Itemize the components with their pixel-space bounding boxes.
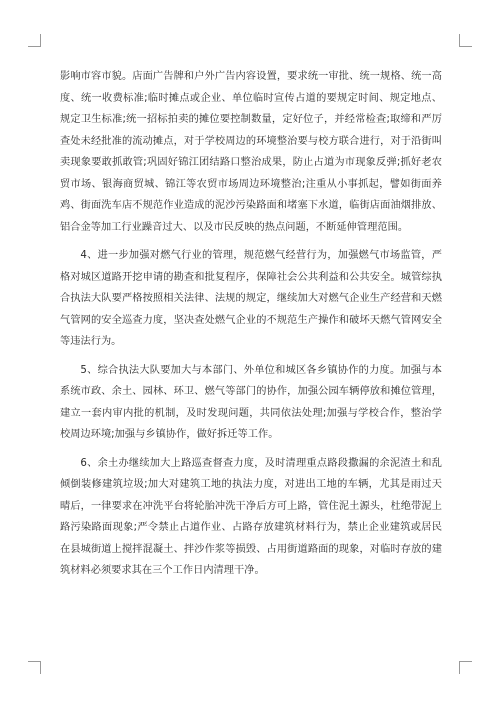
crop-mark-bottom-right bbox=[459, 661, 472, 674]
crop-mark-top-right bbox=[459, 34, 472, 47]
paragraph-earthwork-inspection: 6、余土办继续加大上路巡查督查力度，及时清理重点路段撒漏的余泥渣土和乱倾倒装修建筑垃圾;加大对建筑工地的执法力度，对进出工地的车辆，尤其是雨过天晴后，一律要求在冲洗平台将轮胎冲洗干净后方可上路，管住泥土源头，杜绝带泥上路污染路面现象;严令禁止占道作业、占路存放建筑材料行为，禁止企业建筑或居民在县城街道上搅拌混凝土、拌沙作浆等损毁、占用街道路面的现象，对临时存放的建筑材料必须要求其在三个工作日内清理干净。 bbox=[60, 457, 442, 576]
crop-mark-bottom-left bbox=[28, 661, 41, 674]
crop-mark-top-left bbox=[28, 34, 41, 47]
paragraph-enforcement-cooperation: 5、综合执法大队要加大与本部门、外单位和城区各乡镇协作的力度。加强与本系统市政、余土、园林、环卫、燃气等部门的协作，加强公园车辆停放和摊位管理，建立一套内审内批的机制，及时发现问题，共同依法处理;加强与学校合作，整治学校周边环境;加强与乡镇协作，做好拆迁等工作。 bbox=[60, 364, 442, 440]
paragraph-gas-management: 4、进一步加强对燃气行业的管理，规范燃气经营行为，加强燃气市场监管，严格对城区道路开挖申请的勘查和批复程序，保障社会公共利益和公共安全。城管综执合执法大队要严格按照相关法律、法规的规定，继续加大对燃气企业生产经营和天燃气管网的安全巡查力度，坚决查处燃气企业的不规范生产操作和破坏天燃气管网安全等违法行为。 bbox=[60, 250, 442, 347]
document-body bbox=[60, 66, 442, 589]
paragraph-market-order: 影响市容市貌。店面广告牌和户外广告内容设置，要求统一审批、统一规格、统一高度、统一收费标准;临时摊点或企业、单位临时宣传占道的要规定时间、规定地点、规定卫生标准;统一招标拍卖的摊位要控制数量，定好位子，并经常检查;取缔和严厉查处未经批准的流动摊点，对于学校周边的环境整治要与校方联合进行，对于沿街叫卖现象要敢抓敢管;巩固好锦江团结路口整治成果，防止占道为市现象反弹;抓好老农贸市场、银海商贸城、锦江等农贸市场周边环境整治;注重从小事抓起，譬如街面养鸡、街面洗车店不规范作业造成的泥沙污染路面和堵塞下水道，临街店面油烟排放、铝合金等加工行业躁音过大、以及市民反映的热点问题，不断延伸管理范围。 bbox=[60, 71, 442, 233]
